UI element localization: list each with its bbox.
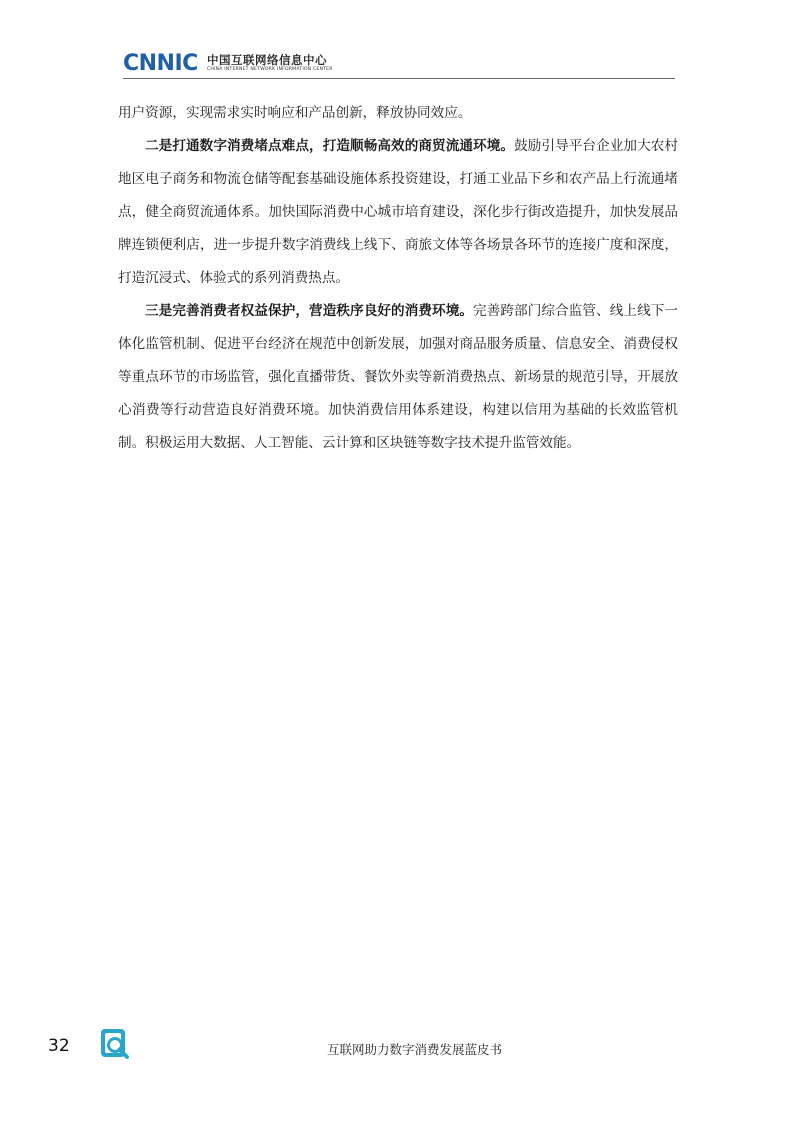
book-title: 互联网助力数字消费发展蓝皮书 [327, 1042, 503, 1057]
body-text [118, 97, 678, 460]
paragraph-2-lead: 二是打通数字消费堵点难点，打造顺畅高效的商贸流通环境。 [145, 138, 515, 154]
paragraph-1: 用户资源，实现需求实时响应和产品创新，释放协同效应。 [118, 105, 472, 121]
paragraph-3-lead: 三是完善消费者权益保护，营造秩序良好的消费环境。 [145, 303, 474, 319]
paragraph-3-text: 完善跨部门综合监管、线上线下一体化监管机制、促进平台经济在规范中创新发展，加强对商品服务质量、信息安全、消费侵权等重点环节的市场监管，强化直播带货、餐饮外卖等新消费热点、新场景的规范引导，开展放心消费等行动营造良好消费环境。加快消费信用体系建设，构建以信用为基础的长效监管机制。积极运用大数据、人工智能、云计算和区块链等数字技术提升监管效能。 [118, 303, 678, 451]
org-name-cn: 中国互联网络信息中心 [207, 53, 327, 67]
org-name-en: CHINA INTERNET NETWORK INFORMATION CENTER [207, 67, 333, 72]
paragraph-3 [118, 295, 678, 460]
page-header [123, 50, 675, 79]
paragraph-2 [118, 130, 678, 295]
paragraph-2-text: 鼓励引导平台企业加大农村地区电子商务和物流仓储等配套基础设施体系投资建设，打通工业品下乡和农产品上行流通堵点，健全商贸流通体系。加快国际消费中心城市培育建设，深化步行街改造提升，加快发展品牌连锁便利店，进一步提升数字消费线上线下、商旅文体等各场景各环节的连接广度和深度，打造沉浸式、体验式的系列消费热点。 [118, 138, 679, 286]
magnifier-report-icon [98, 1026, 132, 1062]
cnnic-logo: CNNIC [123, 51, 198, 76]
page-number: 32 [48, 1036, 70, 1056]
